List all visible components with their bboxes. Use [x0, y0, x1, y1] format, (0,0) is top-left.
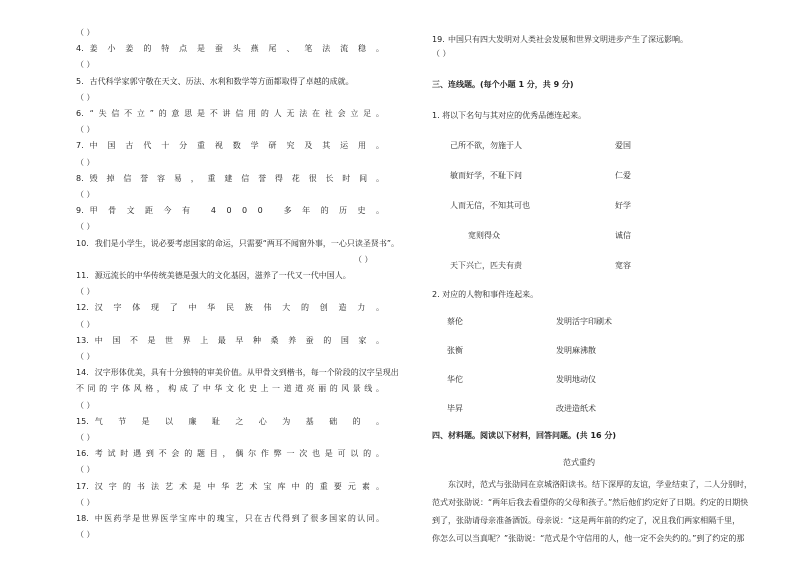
paren-text: （ ） [76, 28, 95, 37]
paren-text: （ ） [76, 157, 95, 167]
paren-text: （ ） [76, 433, 95, 442]
question-number: 17. [76, 481, 89, 491]
paren-text: （ ） [76, 92, 95, 102]
question-number: 10. [76, 238, 89, 248]
match-left-item[interactable]: 宽则得众 [468, 231, 500, 240]
paren-text: （ ） [76, 287, 95, 297]
paren-text: （ ） [76, 222, 95, 232]
match-right-item[interactable]: 发明活字印刷术 [556, 317, 612, 326]
question-line [76, 238, 399, 249]
question-number: 14. [76, 368, 89, 378]
match-left-item[interactable]: 己所不欲，勿施于人 [450, 141, 522, 150]
answer-paren[interactable] [76, 189, 95, 200]
question-text: 毁 掉 信 誉 容 易 ， 重 建 信 誉 得 花 很 长 时 间 。 [89, 173, 384, 183]
question-line [76, 302, 384, 313]
answer-paren[interactable] [76, 497, 95, 508]
question-text: 中 国 不 是 世 界 上 最 早 种 桑 养 蚕 的 国 家 。 [94, 335, 384, 345]
question-number: 7. [76, 141, 84, 151]
question-text: 考 试 时 遇 到 不 会 的 题 目 ， 偶 尔 作 弊 一 次 也 是 可 以 的 。 [94, 449, 384, 459]
passage-line: 到了，张劭请母亲准备酒饭。母亲说：“这是两年前的约定了，况且我们两家相隔千里， [432, 516, 741, 525]
question-line [76, 367, 399, 378]
question-number: 9. [76, 206, 84, 216]
paren-text: 不 同 的 字 体 风 格 ， 构 成 了 中 华 文 化 史 上 一 道 道 亮 丽 的 风 景 线 。 [76, 384, 384, 394]
answer-paren[interactable] [76, 319, 95, 330]
question-line [76, 205, 384, 216]
paren-text: （ ） [76, 352, 95, 361]
question-text: 我们是小学生，说必要考虑国家的命运，只需要“两耳不闻窗外事，一心只读圣贤书”。 [94, 238, 400, 248]
question-text: 汉 字 体 现 了 中 华 民 族 伟 大 的 创 造 力 。 [94, 303, 384, 313]
match-left-item[interactable]: 毕昇 [447, 404, 463, 413]
question-text: 中国只有四大发明对人类社会发展和世界文明进步产生了深远影响。 [448, 35, 688, 44]
answer-paren[interactable]: （ ） [354, 254, 373, 264]
paren-text: （ ） [76, 60, 95, 70]
passage-title: 范式重约 [563, 458, 595, 467]
match-left-item[interactable]: 人而无信，不知其可也 [450, 201, 530, 210]
answer-paren[interactable] [76, 400, 95, 411]
question-text: 甲 骨 文 距 今 有 4 0 0 0 多 年 的 历 史 。 [89, 206, 384, 216]
answer-paren[interactable] [76, 92, 95, 103]
paren-text: （ ） [76, 190, 95, 199]
match-right-item[interactable]: 宽容 [615, 261, 631, 270]
question-line [76, 513, 384, 524]
match-right-item[interactable]: 发明地动仪 [556, 375, 596, 384]
question-line [76, 43, 384, 54]
answer-paren[interactable] [76, 351, 95, 362]
paren-text: （ ） [76, 125, 95, 135]
passage-line: 范式对张劭说：“两年后我去看望你的父母和孩子。”然后他们约定好了日期。约定的日期快 [432, 498, 749, 507]
answer-paren[interactable] [76, 221, 95, 232]
question-text: 姜 小 姜 的 特 点 是 蚕 头 燕 尾 、 笔 法 流 稳 。 [89, 44, 384, 54]
paren-text: （ ） [76, 400, 95, 410]
question-line [76, 270, 351, 281]
answer-paren[interactable] [76, 124, 95, 135]
passage-line: 你怎么可以当真呢？”张劭说：“范式是个守信用的人，他一定不会失约的。”到了约定的那 [432, 534, 745, 543]
question-number: 19. [432, 35, 445, 44]
answer-paren[interactable]: （ ） [432, 49, 451, 58]
match-left-item[interactable]: 华佗 [447, 375, 463, 384]
question-number: 11. [76, 271, 89, 280]
match-left-item[interactable]: 张衡 [447, 346, 463, 355]
passage-line: 东汉时，范式与张劭同在京城洛阳读书。结下深厚的友谊，学业结束了，二人分别时， [448, 480, 752, 489]
match-left-item[interactable]: 蔡伦 [447, 317, 463, 326]
match-left-item[interactable]: 敏而好学，不耻下问 [450, 171, 522, 180]
answer-paren[interactable] [76, 383, 384, 394]
match-right-item[interactable]: 诚信 [615, 231, 631, 240]
question-text: 源远流长的中华传统美德是强大的文化基因，滋养了一代又一代中国人。 [94, 271, 351, 280]
subquestion-title: 2. 对应的人物和事件连起来。 [432, 290, 539, 299]
question-line [76, 140, 384, 151]
question-line [76, 76, 354, 87]
paren-text: （ ） [76, 497, 95, 507]
match-right-item[interactable]: 好学 [615, 201, 631, 210]
question-line [76, 448, 384, 459]
section-title: 四、材料题。阅读以下材料，回答问题。(共 16 分) [432, 431, 617, 440]
question-text: 古代科学家郭守敬在天文、历法、水利和数学等方面都取得了卓越的成就。 [89, 76, 354, 86]
question-text: 中 医 药 学 是 世 界 医 学 宝 库 中 的 瑰 宝 ， 只 在 古 代 得 到 了 很 多 国 家 的 认 同 。 [94, 514, 384, 523]
match-right-item[interactable]: 发明麻沸散 [556, 346, 596, 355]
answer-paren[interactable] [76, 157, 95, 168]
answer-paren[interactable] [76, 464, 95, 475]
section-title: 三、连线题。(每个小题 1 分，共 9 分) [432, 80, 574, 89]
match-right-item[interactable]: 改进造纸术 [556, 404, 596, 413]
question-number: 16. [76, 449, 89, 459]
question-text: 汉 字 的 书 法 艺 术 是 中 华 艺 术 宝 库 中 的 重 要 元 素 。 [94, 481, 384, 491]
question-text: “ 失 信 不 立 ” 的 意 思 是 不 讲 信 用 的 人 无 法 在 社 会 立 足 。 [89, 109, 384, 118]
answer-paren[interactable] [76, 432, 95, 443]
question-number: 5. [76, 76, 84, 86]
answer-paren[interactable] [76, 27, 95, 38]
question-line [76, 481, 384, 492]
match-right-item[interactable]: 爱国 [615, 141, 631, 150]
paren-text: （ ） [76, 465, 95, 475]
match-left-item[interactable]: 天下兴亡，匹夫有责 [450, 261, 522, 270]
question-number: 15. [76, 416, 89, 426]
question-number: 18. [76, 514, 89, 523]
answer-paren[interactable] [76, 529, 95, 540]
question-text: 汉字形体优美，具有十分独特的审美价值。从甲骨文到楷书，每一个阶段的汉字呈现出 [94, 368, 399, 378]
question-text: 气 节 是 以 廉 耻 之 心 为 基 础 的 。 [94, 416, 384, 426]
match-right-item[interactable]: 仁爱 [615, 171, 631, 180]
question-text: 中 国 古 代 十 分 重 视 数 学 研 究 及 其 运 用 。 [89, 141, 384, 151]
question-line [76, 416, 384, 427]
question-number: 4. [76, 44, 84, 54]
question-number: 8. [76, 173, 84, 183]
question-number: 13. [76, 335, 89, 345]
subquestion-title: 1. 将以下名句与其对应的优秀品德连起来。 [432, 111, 587, 120]
answer-paren[interactable] [76, 59, 95, 70]
question-line [76, 108, 384, 119]
question-line [76, 335, 384, 346]
question-number: 12. [76, 303, 89, 313]
question-number: 6. [76, 109, 84, 118]
question-line [76, 173, 384, 184]
answer-paren[interactable] [76, 286, 95, 297]
paren-text: （ ） [76, 530, 95, 540]
paren-text: （ ） [76, 319, 95, 329]
